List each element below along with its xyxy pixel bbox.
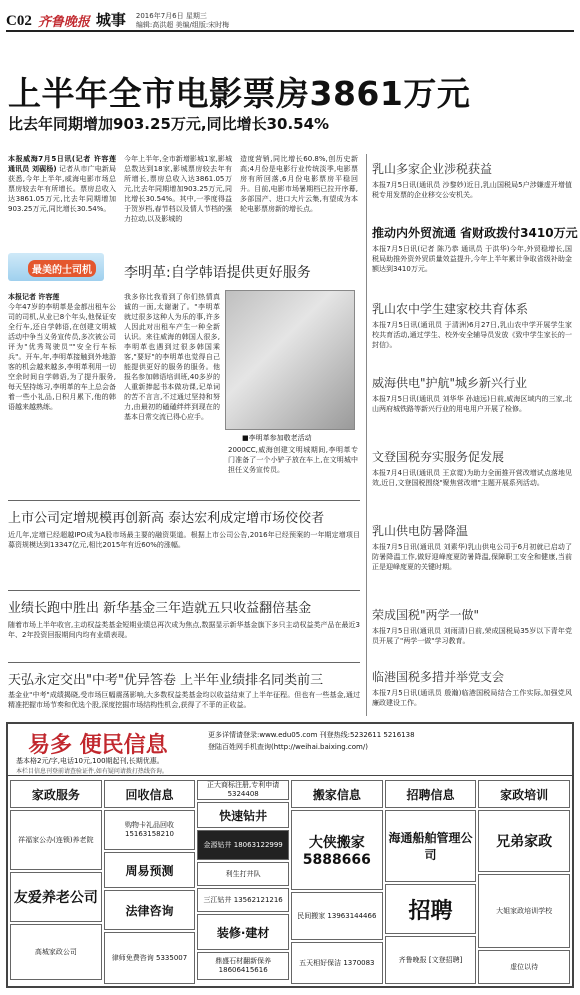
story-headline-1: 上市公司定增规模再创新高 泰达宏利成定增市场佼佼者 [8,511,325,526]
masthead-meta [136,12,229,30]
lead-byline: 本报威海7月5日讯(记者 许容莲 通讯员 刘砚杨) [8,155,116,173]
lead-col-1 [8,154,116,246]
feature-col-2: 我多你比我看到了你们热情真诚的一面,太谢谢了。"李明革就过很多这种人为乐的事,许多人因此对出租车产生一种全新认识。来往威海的韩国人很多,李明革也遇到过很多韩国乘客,"要好"的李明革也觉得自己能提供更好的服务的服务。他报名参加韩语培训班,40多岁的人重新捧起书本做功课,记单词的苦不言言,不过通过坚持和努力,由最初的磕磕绊绊到现在的基本日常交流已得心应手。 [124,293,220,421]
divider [8,590,360,591]
ad-item[interactable]: 大姐家政培训学校 [478,874,570,948]
side-headline-4: 威海供电"护航"城乡新兴行业 [372,376,528,390]
headline: 上半年全市电影票房3861万元 [8,74,471,113]
feature-title: 李明革:自学韩语提供更好服务 [124,265,311,281]
ad-item[interactable]: 海通船舶管理公司 [385,810,477,882]
feature-col-1-text: 今年47岁的李明革是金都出租车公司的司机,从业已8个年头,他保证安全行车,还自学韩语,在创建文明城活动中争当义务宣传员,多次被公司评为"优秀驾驶员""安全行车标兵"。开车,年,李明革接触到外地游客的机会越来越多,李明革利用一切空余时间自学韩语,为了提升服务,每天坚持练习,李明革的车上总会备着一些小礼品,日积月累下,他的韩语越来越熟练。 [8,303,116,411]
lead-col-2: 今年上半年,全市新增影城1家,影城总数达到18家,影城票房较去年有所增长,票房总收入达3861.05万元,比去年同期增加903.25万元,同比增长30.54%。其中,一季度得益于贺岁档,春节档以及情人节档的强力拉动,以及影城的 [124,155,232,223]
ads-column-4 [291,780,383,984]
side-body-3: 本报7月5日讯(通讯员 于清洲)6月27日,乳山农中学开展学生家校共育活动,通过学生、校外安全辅导员发放《致中学生家长的一封信》。 [372,321,572,349]
divider [8,662,360,663]
ad-item[interactable]: 齐鲁晚报 [文登招聘] [385,936,477,984]
ad-item[interactable]: 五天相好保洁 1370083 [291,942,383,984]
side-body-1: 本报7月5日讯(通讯员 沙黎妙)近日,乳山国税局5户涉嫌虚开增值税专用发票的企业移交公安机关。 [372,181,572,199]
feature-byline: 本报记者 许容莲 [8,293,60,301]
ad-item[interactable]: 金源钻井 18063122999 [197,830,289,860]
ad-category: 法律咨询 [104,890,196,930]
ad-category: 装修·建材 [197,914,289,950]
side-headline-5: 文登国税夯实服务促发展 [372,450,505,464]
ad-item[interactable]: 鼎盛石材翻新保养 18606415616 [197,952,289,980]
ads-brand: 易多 便民信息 [28,733,168,758]
issue-date: 2016年7月6日 星期三 [135,12,207,20]
ad-item[interactable]: 利生打井队 [197,862,289,886]
side-headline-2: 推动内外贸流通 省财政拨付3410万元 [372,226,578,240]
page-number: C02 [6,13,32,29]
ad-item[interactable]: 兄弟家政 [478,810,570,872]
masthead [6,6,574,32]
lead-col-3: 造度营销,同比增长60.8%,创历史新高;4月份是电影行业传统淡季,电影票房有所回落,6月份电影票房平稳回升。目前,电影市场暑期档已拉开序幕,多部国产、进口大片云集,有望成为本轮电影票房新的增长点。 [240,155,358,213]
feature-banner-label: 最美的士司机 [28,260,96,277]
ads-banner [8,724,572,776]
feature-col-3: 2000CC,威海创建文明城期间,李明革专门准备了一个小铲子放在车上,在文明城中担任义务宣传员。 [228,446,358,474]
ad-category: 搬家信息 [291,780,383,808]
ads-column-5 [385,780,477,984]
side-headline-6: 乳山供电防暑降温 [372,524,469,538]
side-body-6: 本报7月5日讯(通讯员 刘素华)乳山供电公司于6月初就已启动了防暑降温工作,做好迎峰度夏防暑降温,保障职工安全和健康,当前正是迎峰度夏的关键时期。 [372,543,572,571]
ad-category: 周易预测 [104,852,196,888]
side-body-7: 本报7月5日讯(通讯员 刘雨清)日前,荣成国税局35岁以下青年党员开展了"两学一做"学习教育。 [372,627,572,645]
ads-mobile-link[interactable]: 登陆百姓网手机查询(http://weihai.baixing.com/) [208,743,368,751]
ad-item[interactable]: 虚位以待 [478,950,570,984]
editors: 编辑:高洪超 美编/组版:宋时梅 [135,21,230,29]
side-headline-1: 乳山多家企业涉税获益 [372,162,493,176]
ads-column-1 [10,780,102,984]
ads-contact[interactable]: 更多详情请登录:www.edu05.com 刊登热线:5232611 5216138 [208,731,415,739]
ad-item[interactable]: 民间搬家 13963144466 [291,892,383,940]
feature-photo [225,290,355,430]
side-body-5: 本报7月4日讯(通讯员 王京霓)为助力全面推开营改增试点落地见效,近日,文登国税围绕"聚焦营改增"主题开展系列活动。 [372,469,572,487]
lead-col-1-text: 记者从市广电新局获悉,今年上半年,威海电影市场总票房较去年有所增长。票房总收入达3861.05万元,比去年同期增加903.25万元,同比增长30.54%。 [8,165,116,213]
ad-item[interactable]: 友爱养老公司 [10,872,102,922]
subhead: 比去年同期增加903.25万元,同比增长30.54% [8,115,330,133]
story-headline-3: 天弘永定交出"中考"优异答卷 上半年业绩排名同类前三 [8,673,324,688]
feature-banner [8,253,104,281]
ads-pricing: 基本格2元/字,电话10元,100期起刊,长期优惠。 [16,757,164,765]
ad-item[interactable]: 招聘 [385,884,477,934]
side-headline-8: 临港国税多措并举党支会 [372,670,505,684]
ad-category: 快速钻井 [197,802,289,828]
ad-item[interactable]: 律师免费咨询 5335007 [104,932,196,984]
paper-logo: 齐鲁晚报 [37,14,90,29]
side-headline-7: 荣成国税"两学一做" [372,608,480,622]
ad-category: 回收信息 [104,780,196,808]
ad-item[interactable]: 大侠搬家 5888666 [291,810,383,890]
ads-column-2 [104,780,196,984]
ad-item[interactable]: 高城家政公司 [10,924,102,980]
story-headline-2: 业绩长跑中胜出 新华基金三年造就五只收益翻倍基金 [8,601,312,616]
ad-item[interactable]: 三江钻井 13562121216 [197,888,289,912]
ads-notice: 本栏目信息刊登前请查验证件,如有疑问请拨打热线咨询。 [16,768,168,775]
feature-col-1 [8,292,116,492]
ads-grid [8,778,572,986]
story-body-1: 近几年,定增已经超越IPO成为A股市场最主要的融资渠道。根据上市公司公告,2016年已经预案的一年期定增项目募资规模达到13347亿元,相比2015年有近60%的涨幅。 [8,531,360,549]
ad-category: 家政培训 [478,780,570,808]
ad-category: 家政服务 [10,780,102,808]
story-body-3: 基金业"中考"成绩揭晓,受市场巨幅震荡影响,大多数权益类基金均以收益结束了上半年征程。但也有一些基金,通过精准把握市场节奏和优选个股,深度挖掘市场结构性机会,获得了不菲的正收益。 [8,691,360,709]
ad-item[interactable]: 祥福家公办(连锁)养老院 [10,810,102,870]
ads-column-3 [197,780,289,984]
ad-item[interactable]: 正大商标注册,专利申请 5324408 [197,780,289,800]
side-headline-3: 乳山农中学生建家校共育体系 [372,302,529,316]
section-name: 城事 [95,11,126,29]
photo-caption: ■李明革参加敬老活动 [242,434,312,442]
column-divider [366,154,367,716]
divider [8,500,360,501]
side-body-2: 本报7月5日讯(记者 陈乃恭 通讯员 于洪华)今年,外贸稳增长,国税局助推外资外贸质量效益提升,今年上半年累计争取省级补助金额达到3410万元。 [372,245,572,273]
classified-ads [6,722,574,988]
story-body-2: 随着市场上半年收官,主动权益类基金短期业绩总再次成为焦点,数据显示新华基金旗下多只主动权益类产品在最近3年、2年投资回报期间内均有业绩表现。 [8,621,360,639]
ads-column-6 [478,780,570,984]
side-body-8: 本报7月5日讯(通讯员 殷瀚)临港国税局结合工作实际,加强党风廉政建设工作。 [372,689,572,707]
side-body-4: 本报7月5日讯(通讯员 刘华华 孙迪远)日前,威海区域内的三家,北山两府城铁路等新兴行业的用电用户开展了检修。 [372,395,572,413]
ad-category: 招聘信息 [385,780,477,808]
ad-item[interactable]: 购物卡礼品回收 15163158210 [104,810,196,850]
